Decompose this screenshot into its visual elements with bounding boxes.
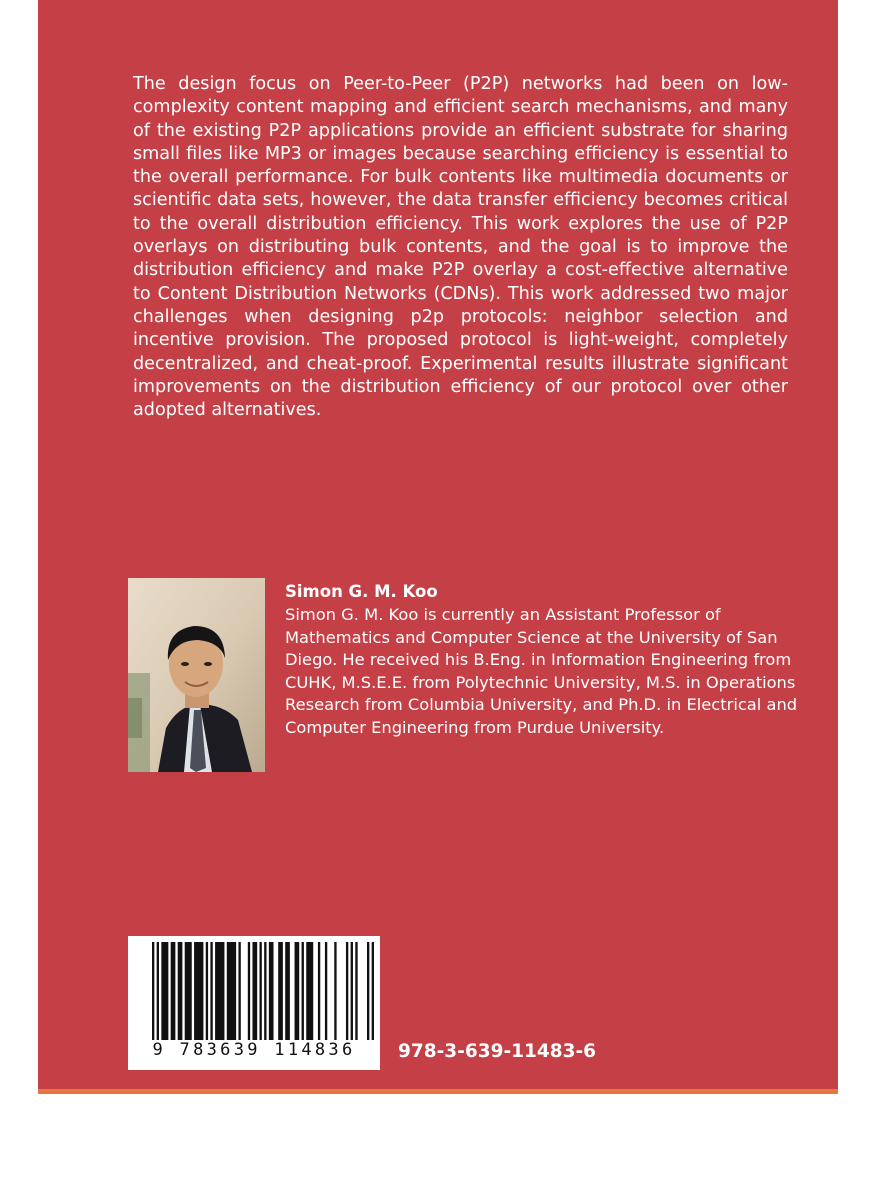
barcode-bar (295, 942, 300, 1040)
barcode-bar (264, 942, 266, 1040)
barcode-bar (367, 942, 369, 1040)
barcode-bar (346, 942, 348, 1040)
cover-bottom-accent-line (38, 1089, 838, 1094)
barcode-bar (185, 942, 192, 1040)
barcode-bar (306, 942, 313, 1040)
barcode-bar (269, 942, 274, 1040)
barcode-bar (278, 942, 283, 1040)
barcode-bar (334, 942, 336, 1040)
isbn-number: 978-3-639-11483-6 (398, 1041, 597, 1062)
barcode-digits: 9 783639 114836 (152, 1040, 356, 1060)
isbn-barcode (128, 936, 380, 1070)
barcode-bar (161, 942, 168, 1040)
barcode-bar (171, 942, 176, 1040)
barcode-bar (252, 942, 257, 1040)
book-description: The design focus on Peer-to-Peer (P2P) networks had been on low-complexity content mapping and efficient search mechanisms, and many of the existing P2P applications provide an efficient substrate for sharing small files like MP3 or images because searching efficiency is essential to the overall performance. For bulk contents like multimedia documents or scientific data sets, however, the data transfer efficiency becomes critical to the overall distribution efficiency. This work explores the use of P2P overlays on distributing bulk contents, and the goal is to improve the distribution efficiency and make P2P overlay a cost-effective alternative to Content Distribution Networks (CDNs). This work addressed two major challenges when designing p2p protocols: neighbor selection and incentive provision. The proposed protocol is light-weight, completely decentralized, and cheat-proof. Experimental results illustrate significant improvements on the distribution efficiency of our protocol over other adopted alternatives. (133, 74, 788, 421)
barcode-bar (302, 942, 304, 1040)
barcode-bar (194, 942, 203, 1040)
barcode-bar (372, 942, 374, 1040)
barcode-bar (351, 942, 353, 1040)
author-photo (128, 578, 265, 772)
barcode-bar (355, 942, 357, 1040)
barcode-bar (259, 942, 261, 1040)
author-bio: Simon G. M. Koo is currently an Assistant Professor of Mathematics and Computer Science at the University of San Diego. He received his B.Eng. in Information Engineering from CUHK, M.S.E.E. from Polytechnic University, M.S. in Operations Research from Columbia University, and Ph.D. in Electrical and Computer Engineering from Purdue University. (285, 605, 798, 737)
barcode-bars (128, 936, 380, 1044)
barcode-bar (215, 942, 224, 1040)
barcode-bar (238, 942, 240, 1040)
barcode-bar (325, 942, 327, 1040)
barcode-bar (285, 942, 290, 1040)
barcode-bar (178, 942, 183, 1040)
barcode-bar (152, 942, 154, 1040)
barcode-bar (206, 942, 208, 1040)
barcode-bar (210, 942, 212, 1040)
barcode-bar (318, 942, 320, 1040)
author-name: Simon G. M. Koo (285, 582, 438, 601)
barcode-bar (227, 942, 236, 1040)
barcode-bar (248, 942, 250, 1040)
barcode-bar (157, 942, 159, 1040)
